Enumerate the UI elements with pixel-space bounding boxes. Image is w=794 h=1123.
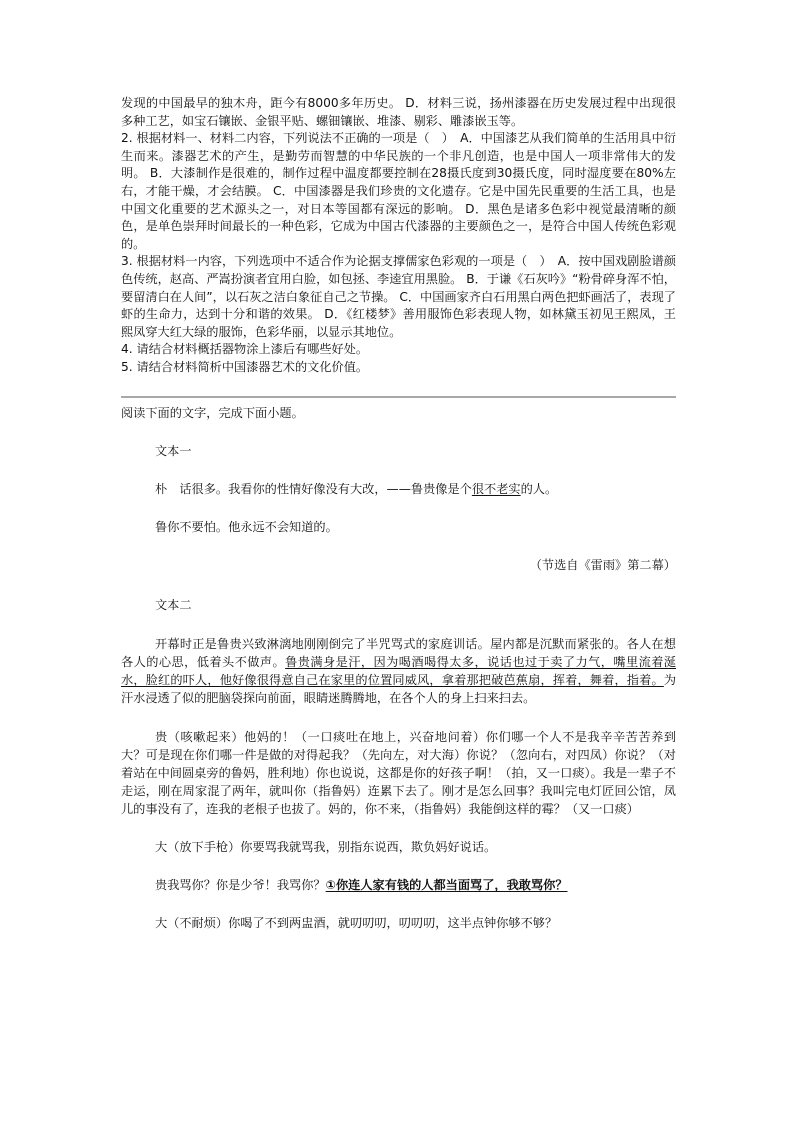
underlined-passage: 鲁贵满身是汗，因为喝酒喝得太多，说话也过于卖了力气，嘴里流着涎水，脸红的吓人，他好像很得意自己在家里的位置同威风，拿着那把破芭蕉扇，挥着，舞着，指着。 <box>121 654 677 687</box>
dialog-text: 你不要怕。他永远不会知道的。 <box>167 519 338 534</box>
text2-heading: 文本二 <box>155 597 192 612</box>
dialog-lu <box>121 518 676 536</box>
speaker-label: 大 <box>155 839 168 854</box>
question-5: 5. 请结合材料简析中国漆器艺术的文化价值。 <box>121 359 369 374</box>
dialog-gui-2 <box>121 876 676 894</box>
speaker-label: 大 <box>155 915 168 930</box>
dialog-text: 的人。 <box>520 481 558 496</box>
dialog-text: 我骂你？你是少爷！我骂你？ <box>167 877 326 892</box>
question-line: 发现的中国最早的独木舟，距今有8000多年历史。 D．材料三说，扬州漆器在历史发展过程中出现很多种工艺，如宝石镶嵌、金银平贴、螺钿镶嵌、堆漆、剔彩、雕漆嵌玉等。 <box>121 96 676 128</box>
speaker-label: 贵 <box>155 877 168 892</box>
section-divider <box>121 396 676 398</box>
question-block <box>121 95 676 377</box>
underlined-phrase: 很不老实 <box>471 481 521 496</box>
dialog-gui-1 <box>121 728 676 818</box>
question-3: 3. 根据材料一内容，下列选项中不适合作为论据支撑儒家色彩观的一项是（ ） A．按中国戏剧脸谱颜色传统，赵高、严嵩扮演者宜用白脸，如包拯、李逵宜用黑脸。 B．于谦《石灰吟》“粉骨碎身浑不怕，要留清白在人间”，以石灰之洁白象征自己之节操。 C．中国画家齐白石用黑白两色把虾画活了，表现了虾的生命力，达到十分和谐的效果。 D．《红楼梦》善用服饰色彩表现人物，如林黛玉初见王熙凤，王熙凤穿大红大绿的服饰，色彩华丽，以显示其地位。 <box>121 254 676 339</box>
document-page <box>121 95 676 932</box>
reading-instruction: 阅读下面的文字，完成下面小题。 <box>121 405 304 420</box>
dialog-da-2 <box>121 914 676 932</box>
speaker-label: 鲁 <box>155 519 168 534</box>
speaker-label: 贵 <box>155 729 168 744</box>
dialog-text: （咳嗽起来）他妈的！（一口痰吐在地上，兴奋地问着）你们哪一个人不是我辛辛苦苦养到大？可是现在你们哪一件是做的对得起我？（先向左，对大海）你说？（忽向右，对四凤）你说？（对着站在中间圆桌旁的鲁妈，胜利地）你也说说，这都是你的好孩子啊！（拍，又一口痰）。我是一辈子不走运，刚在周家混了两年，就叫你（指鲁妈）连累下去了。刚才是怎么回事？我叫完电灯匠回公馆，凤儿的事没有了，连我的老根子也拔了。妈的，你不来，（指鲁妈）我能倒这样的霉？（又一口痰） <box>121 729 677 816</box>
dialog-text: 话很多。我看你的性情好像没有大改，——鲁贵像是个 <box>167 481 472 496</box>
speaker-label: 朴 <box>155 481 168 496</box>
paragraph-text: 为汗水浸透了似的肥脑袋探向前面，眼睛迷腾腾地，在各个人的身上扫来扫去。 <box>121 672 676 705</box>
dialog-text: （不耐烦）你喝了不到两盅酒，就叨叨叨，叨叨叨，这半点钟你够不够？ <box>167 915 558 930</box>
paragraph-text: 开幕时正是鲁贵兴致淋漓地刚刚倒完了半咒骂式的家庭训话。屋内都是沉默而紧张的。各人在想各人的心思，低着头不做声。 <box>121 636 676 669</box>
source-citation: （节选自《雷雨》第二幕） <box>529 557 676 572</box>
dialog-text: （放下手枪）你要骂我就骂我，别指东说西，欺负妈好说话。 <box>167 839 497 854</box>
dialog-da-1 <box>121 838 676 856</box>
dialog-pu <box>121 480 676 498</box>
reading-passage <box>121 404 676 932</box>
question-2: 2. 根据材料一、材料二内容，下列说法不正确的一项是（ ） A．中国漆艺从我们简单的生活用具中衍生而来。漆器艺术的产生，是勤劳而智慧的中华民族的一个非凡创造，也是中国人一项非常伟大的发明。 B．大漆制作是很难的，制作过程中温度都要控制在28摄氏度到30摄氏度，同时湿度要在80%左右，才能干燥，才会结膜。 C．中国漆器是我们珍贵的文化遗存。它是中国先民重要的生活工具，也是中国文化重要的艺术源头之一，对日本等国都有深远的影响。 D．黑色是诸多色彩中视觉最清晰的颜色，是单色崇拜时间最长的一种色彩，它成为中国古代漆器的主要颜色之一，是符合中国人传统色彩观的。 <box>121 131 676 251</box>
stage-direction-paragraph <box>121 635 676 707</box>
question-4: 4. 请结合材料概括器物涂上漆后有哪些好处。 <box>121 342 369 357</box>
underlined-bold-phrase: ①你连人家有钱的人都当面骂了，我敢骂你？ <box>325 877 568 892</box>
text1-heading: 文本一 <box>155 443 192 458</box>
